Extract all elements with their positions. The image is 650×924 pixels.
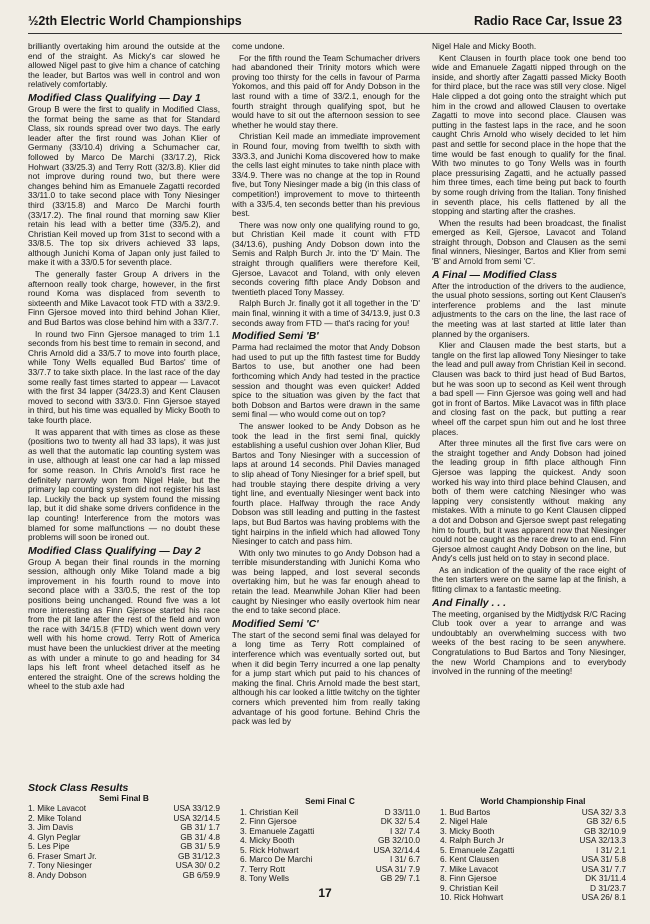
driver-cell: 10. Rick Hohwart (440, 892, 504, 902)
driver-cell: 9. Christian Keil (440, 882, 499, 893)
paragraph: After the introduction of the drivers to the audience, the usual photo sessions, sorting out Kent Clausen's interference problems and the last minute adjustments to the cars on the line, the last race of the meeting was at last started at little later than planned by the organisers. (432, 280, 626, 339)
time-cell: GB 32/ 6.5 (586, 816, 626, 826)
driver-cell: 2. Nigel Hale (440, 816, 488, 826)
results-subheading: Semi Final B (99, 792, 149, 803)
stock-results-block (28, 784, 220, 880)
paragraph: When the results had been broadcast, the finalist emerged as Keil, Gjersoe, Lavacot and Toland straight through, Dobson and Clausen as the semi final winners, Niesinger, Bartos and Klier from semi 'B' and Arnold from semi 'C'. (432, 217, 626, 267)
paragraph: It was apparent that with times as close as these (positions two to twenty all had 33 laps), it was just as well that the automatic lap counting system was in use, although at least one car had a lap missed for some reason. In Chris Arnold's first race he definitely narrowly won from Nigel Hale, but the primary lap counting system did not register his last lap. Luckily the back up system found the missing lap, but it did shake some drivers confidence in the lap counting! Interference from the motors was blamed for some malfunctions — no doubt these problems will soon be ironed out. (28, 426, 220, 543)
driver-cell: 6. Fraser Smart Jr. (28, 850, 97, 861)
semi-final-c-block (240, 797, 420, 884)
time-cell: USA 31/ 5.8 (581, 854, 626, 864)
page-number: 17 (318, 886, 332, 900)
driver-cell: 8. Tony Wells (240, 873, 290, 883)
time-cell: GB 31/ 4.8 (180, 831, 220, 842)
driver-cell: 4. Glyn Peglar (28, 831, 81, 842)
paragraph: Kent Clausen in fourth place took one bend too wide and Emanuele Zagatti nipped through on the inside, and shortly after Zagatti passed Micky Booth for third place, but the race was still very close. Nigel Hale clipped a dot going onto the straight which put him in the crowd and allowed Clausen to overtake Zagatti to move into second place. Clausen was putting in the fastest laps in the race, and he soon caught Chris Arnold who wisely decided to let him past and settle for second place in the hope that the time would be fast enough to qualify for the final. With two minutes to go Tony Wells was in fourth place pressurising Zagatti, and he actually passed him three times, each time being put back to fourth by some rough driving from the Italian. Tony finished in seventh place, his cells flattened by all the stopping and starting after the crashes. (432, 52, 626, 217)
header-publication: Radio Race Car, Issue 23 (474, 14, 622, 28)
paragraph: Ralph Burch Jr. finally got it all together in the 'D' main final, winning it with a time of 34/13.9, just 0.3 seconds away from FTD — that's racing for you! (232, 298, 420, 328)
time-cell: USA 26/ 8.1 (581, 892, 626, 902)
header-rule (28, 33, 622, 34)
results-table (240, 808, 420, 884)
time-cell: D 33/11.0 (384, 806, 420, 817)
time-cell: I 31/ 2.1 (596, 844, 626, 855)
driver-cell: 6. Marco De Marchi (240, 854, 313, 864)
time-cell: I 32/ 7.4 (390, 825, 420, 836)
driver-cell: 7. Tony Niesinger (28, 860, 92, 870)
paragraph: brilliantly overtaking him around the outside at the end of the straight. As Micky's car slowed he allowed Nigel past to give him a chance of catching the leader, but Bartos was well in control and won relatively comfortably. (28, 42, 220, 90)
paragraph: For the fifth round the Team Schumacher drivers had abandoned their Trinity motors which were proving too thirsty for the cells in favour of Parma Yokomos, and this paid off for Andy Dobson in the last round with a time of 33/2.1, enough for the fourth straight through qualifying spot, but he would have to sit out the afternoon session to see whether he would stay there. (232, 52, 420, 130)
time-cell: DK 32/ 5.4 (380, 816, 420, 826)
paragraph: come undone. (232, 42, 285, 51)
driver-cell: 2. Mike Toland (28, 812, 82, 823)
running-header (28, 14, 622, 32)
driver-cell: 3. Micky Booth (440, 825, 495, 836)
paragraph: Parma had reclaimed the motor that Andy Dobson had used to put up the fifth fastest time for Buddy Bartos to use, but another one had been forthcoming which Andy had tested in the practice session and thought was even quicker! Added spice to the situation was given by the fact that both Dobson and Bartos were drawn in the same semi final — who would come out on top? (232, 342, 420, 420)
driver-cell: 1. Mike Lavacot (28, 803, 87, 813)
results-heading: Stock Class Results (28, 782, 129, 794)
paragraph: Klier and Clausen made the best starts, but a tangle on the first lap allowed Tony Niesinger to take the lead and pull away from Christian Keil in second. Clausen was back to third just head of Bud Bartos, but he was soon up to second as Keil went through a bad spell — Finn Gjersoe was going well and had got in front of Bartos. Mike Lavacot was in fifth place and closing fast on the pack, but putting a rear wheel off the carpet spun him out and he lost three places. (432, 340, 626, 437)
time-cell: USA 32/14.4 (373, 844, 420, 855)
driver-cell: 2. Finn Gjersoe (240, 816, 297, 826)
section-heading: Modified Semi 'C' (232, 617, 319, 630)
section-heading: A Final — Modified Class (432, 268, 558, 281)
time-cell: DK 31/11.4 (585, 873, 626, 883)
paragraph: Group B were the first to qualify in Modified Class, the format being the same as that for Standard Class, six rounds spread over two days. The early leader after the first round was Johan Klier of Germany (33/10.4) driving a Schumacher car, followed by Marco De Marchi (33/17.2), Rick Hohwart (33/25.3) and Terry Rott (32/3.8). Klier did not improve during round two, but there were changes behind him as Emanuele Zagatti recorded 33/11.0 to take second place with Tony Niesinger third (33/15.8) and Marco De Marchi fourth (33/17.2). The final round that morning saw Klier retain his lead with a better time (33/5.2), and Christian Keil moved up from 31st to second with a 33/8.5. The top six drivers achieved 33 laps, although Junichi Koma of Japan only just failed to make it with a 33/0.5 for seventh place. (28, 103, 220, 268)
time-cell: GB 6/59.9 (182, 869, 220, 880)
paragraph: The answer looked to be Andy Dobson as he took the lead in the first semi final, quickly establishing a useful cushion over Johan Klier, Bud Bartos and Tony Niesinger with a succession of laps at around 14 seconds. Phil Davies managed to slip ahead of Tony Niesinger for a brief spell, but had trouble staying there despite driving a very tight line, and eventually Niesinger went back into fourth place. Halfway through the race Andy Dobson was still leading and putting in the fastest laps, but Bud Bartos was having problems with the tight hairpins in the infield which had allowed Tony Niesinger to catch and pass him. (232, 420, 420, 547)
article-column-2 (232, 42, 420, 782)
driver-cell: 8. Finn Gjersoe (440, 873, 497, 883)
time-cell: GB 31/12.3 (178, 850, 220, 861)
results-subheading: Semi Final C (305, 796, 355, 806)
driver-cell: 1. Bud Bartos (440, 806, 491, 817)
section-heading: Modified Class Qualifying — Day 1 (28, 91, 201, 104)
time-cell: USA 32/14.5 (173, 812, 220, 823)
driver-cell: 7. Mike Lavacot (440, 863, 499, 874)
time-cell: GB 32/10.9 (584, 825, 626, 836)
paragraph: With only two minutes to go Andy Dobson had a terrible misunderstanding with Junichi Koma who was being lapped, and lost several seconds overtaking him, but he was far enough ahead to retain the lead. Meanwhile Johan Klier had been caught by Niesinger who easily overtook him near the end to take second place. (232, 547, 420, 616)
driver-cell: 5. Rick Hohwart (240, 844, 299, 855)
driver-cell: 1. Christian Keil (240, 806, 299, 817)
article-column-1 (28, 42, 220, 782)
time-cell: USA 32/ 3.3 (581, 806, 626, 817)
table-row (28, 871, 220, 881)
time-cell: USA 32/13.3 (579, 835, 626, 845)
article-column-3 (432, 42, 626, 782)
time-cell: GB 29/ 7.1 (380, 873, 420, 883)
driver-cell: 4. Micky Booth (240, 835, 295, 845)
driver-cell: 8. Andy Dobson (28, 869, 87, 880)
paragraph: The generally faster Group A drivers in the afternoon really took charge, however, in the first round Koma was displaced from seventh to sixteenth and Mike Lavacot took FTD with a 33/2.9. Finn Gjersoe moved into third behind Johan Klier, and Bud Bartos was close behind him with a 33/7.7. (28, 269, 220, 328)
time-cell: I 31/ 6.7 (390, 854, 420, 864)
paragraph: There was now only one qualifying round to go, but Christian Keil made it count with FTD (34/13.6), pushing Andy Dobson down into the Semis and Ralph Burch Jr. into the 'D' Main. The straight through qualifiers were therefore Keil, Gjersoe, Lavacot and Toland, with only eleven seconds covering fifth place Andy Dobson and twentieth placed Tony Massey. (232, 219, 420, 297)
driver-cell: 3. Jim Davis (28, 822, 74, 832)
paragraph: In round two Finn Gjersoe managed to trim 1.1 seconds from his best time to remain in second, and Chris Arnold did a 33/5.7 to move into fourth place, while Tony Wells equalled Bud Bartos' time of 33/7.7 to take sixth place. In the last race of the day some really fast times started to appear — Lavacot with the first 34 lapper (34/23.3) and Kent Clausen moved to second with 33/3.0. Finn Gjersoe stayed in third, but his time was equalled by Micky Booth to take fourth place. (28, 328, 220, 425)
time-cell: USA 33/12.9 (173, 803, 220, 813)
time-cell: USA 31/ 7.7 (581, 863, 626, 874)
paragraph: Nigel Hale and Micky Booth. (432, 42, 537, 51)
time-cell: USA 30/ 0.2 (175, 860, 220, 870)
section-heading: Modified Class Qualifying — Day 2 (28, 544, 201, 557)
header-title: ½2th Electric World Championships (28, 14, 242, 28)
paragraph: As an indication of the quality of the race eight of the ten starters were on the same lap at the finish, a fitting climax to a fantastic meeting. (432, 564, 626, 595)
results-subheading: World Championship Final (480, 796, 586, 806)
time-cell: GB 32/10.0 (378, 835, 420, 845)
driver-cell: 6. Kent Clausen (440, 854, 500, 864)
time-cell: USA 31/ 7.9 (375, 863, 420, 874)
table-row (240, 874, 420, 884)
section-heading: And Finally . . . (432, 596, 507, 609)
driver-cell: 5. Emanuele Zagatti (440, 844, 515, 855)
time-cell: GB 31/ 5.9 (180, 841, 220, 851)
results-table (28, 804, 220, 880)
paragraph: Christian Keil made an immediate improvement in Round four, moving from twelfth to sixth with 33/3.3, and Junichi Koma discovered how to make the cells last eight minutes to take ninth place with 33/4.9. There was no change at the top in Round five, but Tony Niesinger made a big (in this class of competition!) improvement to move to thirteenth with a 33/5.4, ten seconds better than his previous best. (232, 131, 420, 219)
paragraph: The start of the second semi final was delayed for a long time as Terry Rott complained of interference which was eventually sorted out, but when it did begin Terry incurred a one lap penalty for a jump start which put paid to his chances of making the final. Chris Arnold made the best start, although his car looked a little twitchy on the tighter corners which prevented him from really taking advantage of his good fortune. Behind Chris the pack was led by (232, 629, 420, 727)
paragraph: Group A began their final rounds in the morning session, although only Mike Toland made a big improvement in his fourth round to move into second place with a 33/0.5, the rest of the top positions being unchanged. Round five was a lot more interesting as Finn Gjersoe started his race from the pit lane after the rest of the field and won the race with 34/15.8 (FTD) which went down very well with his home crowd. Terry Rott of America must have been the unluckiest driver at the meeting as with under a minute to go and heading for 34 laps his left front wheel detached itself as he entered the straight. One of the screws holding the wheel to the stub axle had (28, 556, 220, 692)
time-cell: GB 31/ 1.7 (180, 822, 220, 832)
driver-cell: 3. Emanuele Zagatti (240, 825, 315, 836)
section-heading: Modified Semi 'B' (232, 330, 319, 343)
paragraph: After three minutes all the first five cars were on the straight together and Andy Dobson had joined the leading group in fifth place although Finn Gjersoe was lapping the quickest. Andy soon worked his way into third place behind Clausen, and both of them were catching Niesinger who was lapping very consistently without making any mistakes. With a minute to go Kent Clausen clipped a dot and Dobson and Gjersoe swept past relegating him to fourth, but it was apparent now that Niesinger could not be caught as the race drew to an end. Finn Gjersoe almost caught Andy Dobson on the line, but Andy's cells just held on to stay in second place. (432, 438, 626, 564)
driver-cell: 4. Ralph Burch Jr (440, 835, 505, 845)
paragraph: The meeting, organised by the Midtjydsk R/C Racing Club took over a year to arrange and was undoubtably an overwhelming success with two weeks of the best racing to be seen anywhere. Congratulations to Bud Bartos and Tony Niesinger, the new World Champions and to everybody involved in the running of the meeting! (432, 608, 626, 677)
time-cell: D 31/23.7 (590, 882, 626, 893)
driver-cell: 5. Les Pipe (28, 841, 70, 851)
driver-cell: 7. Terry Rott (240, 863, 286, 874)
